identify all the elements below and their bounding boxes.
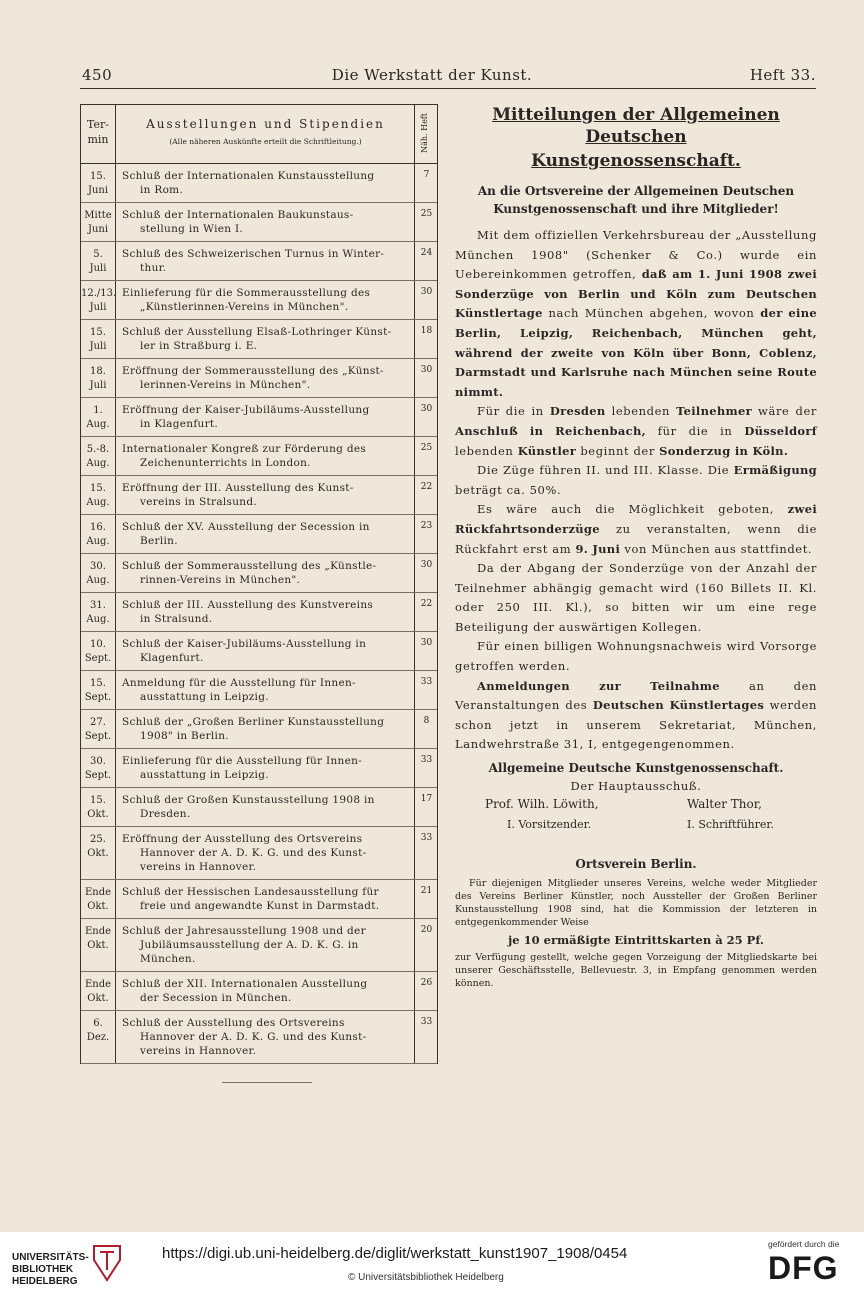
table-row [81, 880, 437, 919]
table-row [81, 242, 437, 281]
table-row [81, 398, 437, 437]
row-entry-line: „Künstlerinnen-Vereins in München". [140, 301, 349, 313]
p1-bold: daß am 1. Juni 1908 zwei Sonderzüge von Berlin und Köln zum Deutschen Künstlertage [455, 267, 817, 321]
row-date: Ende Okt. [81, 919, 116, 971]
paragraph-1 [455, 226, 817, 402]
row-entry-line: Klagenfurt. [140, 652, 204, 664]
row-date: 15. Juli [81, 320, 116, 358]
row-heft: 25 [420, 209, 433, 219]
p2-f: Anschluß in Reichenbach, [455, 423, 646, 438]
paragraph-5: Da der Abgang der Sonderzüge von der Anzahl der Teilnehmer abhängig gemacht wird (160 Billets II. Kl. oder 250 III. Kl.), so bitten wir um eine rege Beteiligung der auswärtigen Kollegen. [455, 561, 817, 634]
p2-i: lebenden [455, 443, 518, 458]
table-row [81, 359, 437, 398]
row-entry-line: Schluß der XV. Ausstellung der Secession in [122, 521, 370, 533]
row-date: 5.-8. Aug. [81, 437, 116, 475]
page-number: 450 [82, 66, 113, 84]
row-heft: 18 [420, 326, 433, 336]
header-heft-cell [416, 105, 437, 163]
row-date: 16. Aug. [81, 515, 116, 553]
row-entry [117, 242, 415, 280]
p4-e: von München aus stattfindet. [620, 541, 813, 556]
p4-b: zwei Rückfahrtsonderzüge [455, 502, 817, 536]
header-rule [80, 88, 816, 89]
signer-1-role: I. Vorsitzender. [507, 818, 592, 832]
issue-number: Heft 33. [749, 66, 816, 84]
row-entry-line: in Klagenfurt. [140, 418, 219, 430]
row-date: 15. Aug. [81, 476, 116, 514]
row-entry-line: rinnen-Vereins in München". [140, 574, 301, 586]
table-row [81, 749, 437, 788]
row-entry [117, 593, 415, 631]
row-date: Ende Okt. [81, 972, 116, 1010]
p2-b: Dresden [549, 404, 606, 419]
row-entry-line: lerinnen-Vereins in München". [140, 379, 311, 391]
p2-a: Für die in [477, 404, 550, 419]
library-line-3: HEIDELBERG [12, 1276, 78, 1287]
p2-j: Künstler [517, 443, 577, 458]
table-row [81, 710, 437, 749]
row-date: 30. Sept. [81, 749, 116, 787]
row-entry [117, 827, 415, 879]
copyright-notice: © Universitätsbibliothek Heidelberg [348, 1272, 504, 1283]
row-entry [117, 919, 415, 971]
row-entry-line: Schluß der Kaiser-Jubiläums-Ausstellung in [122, 638, 367, 650]
paragraph-2 [455, 402, 817, 461]
p7-d: werden schon jetzt in unserem Sekretariat, München, Landwehrstraße 31, I, entgegengenommen. [455, 698, 817, 752]
table-row [81, 972, 437, 1011]
row-entry [117, 437, 415, 475]
header-title: Ausstellungen und Stipendien [146, 117, 385, 131]
row-heft: 7 [423, 170, 430, 180]
header-title-cell [117, 105, 415, 163]
row-entry-line: Eröffnung der Kaiser-Jubiläums-Ausstellung [122, 404, 370, 416]
running-title: Die Werkstatt der Kunst. [331, 66, 533, 84]
signature-organization: Allgemeine Deutsche Kunstgenossenschaft. [488, 761, 784, 776]
row-date: 31. Aug. [81, 593, 116, 631]
row-entry-line: Jubiläumsausstellung der A. D. K. G. in [140, 939, 359, 951]
p4-d: 9. Juni [575, 541, 621, 556]
row-heft: 21 [420, 886, 433, 896]
table-row [81, 281, 437, 320]
row-date: 15. Okt. [81, 788, 116, 826]
row-date: 18. Juli [81, 359, 116, 397]
row-entry [117, 972, 415, 1010]
row-entry-line: Schluß der III. Ausstellung des Kunstvereins [122, 599, 374, 611]
row-entry-line: Schluß des Schweizerischen Turnus in Winter- [122, 248, 385, 260]
signature-block [455, 797, 817, 839]
row-entry-line: Schluß der Ausstellung Elsaß-Lothringer Künst- [122, 326, 392, 338]
row-entry-line: der Secession in München. [140, 992, 292, 1004]
row-date: 15. Juni [81, 164, 116, 202]
row-entry-line: Berlin. [140, 535, 178, 547]
permalink-url[interactable]: https://digi.ub.uni-heidelberg.de/diglit/werkstatt_kunst1907_1908/0454 [162, 1245, 628, 1262]
p7-c: Deutschen Künstlertages [592, 698, 765, 713]
row-entry-line: Eröffnung der III. Ausstellung des Kunst- [122, 482, 354, 494]
table-row [81, 554, 437, 593]
table-row [81, 1011, 437, 1064]
p7-b: an den Veranstaltungen des [455, 678, 817, 713]
header-subtitle: (Alle näheren Auskünfte erteilt die Schriftleitung.) [169, 137, 362, 146]
header-heft: Näh. Heft [420, 113, 429, 153]
row-entry-line: 1908" in Berlin. [140, 730, 229, 742]
viewer-footer [0, 1232, 864, 1293]
row-heft: 25 [420, 443, 433, 453]
row-date: 30. Aug. [81, 554, 116, 592]
row-heft: 30 [420, 638, 433, 648]
row-entry [117, 359, 415, 397]
p2-l: Sonderzug in Köln. [659, 443, 789, 458]
ortsverein-ticket-line: je 10 ermäßigte Eintrittskarten à 25 Pf. [508, 933, 764, 948]
row-heft: 26 [420, 978, 433, 988]
row-date: 10. Sept. [81, 632, 116, 670]
row-entry [117, 320, 415, 358]
row-heft: 30 [420, 287, 433, 297]
table-row [81, 827, 437, 880]
section-heading-2: Kunstgenossenschaft. [531, 151, 741, 171]
row-heft: 33 [420, 1017, 433, 1027]
announcement-column [455, 104, 817, 990]
row-entry-line: ausstattung in Leipzig. [140, 691, 269, 703]
row-date: Ende Okt. [81, 880, 116, 918]
p3-c: beträgt ca. 50%. [455, 482, 562, 497]
header-termin: Ter- min [81, 105, 116, 163]
paragraph-3 [455, 461, 817, 500]
row-entry-line: Hannover der A. D. K. G. und des Kunst- [140, 1031, 367, 1043]
p3-a: Die Züge führen II. und III. Klasse. Die [477, 463, 734, 478]
p1-bold-2: der eine Berlin, Leipzig, Reichenbach, München geht, während der zweite von Köln über Bonn, Coblenz, Darmstadt und Karlsruhe nach München seine Route nimmt. [455, 306, 817, 399]
row-entry-line: Schluß der Jahresausstellung 1908 und der [122, 925, 366, 937]
p2-h: Düsseldorf [744, 423, 818, 438]
p3-b: Ermäßigung [733, 463, 817, 478]
row-entry [117, 632, 415, 670]
row-heft: 20 [420, 925, 433, 935]
signer-1-name: Prof. Wilh. Löwith, [485, 797, 599, 812]
row-entry-line: in Stralsund. [140, 613, 213, 625]
table-row [81, 320, 437, 359]
table-row [81, 632, 437, 671]
table-row [81, 671, 437, 710]
signer-2-name: Walter Thor, [687, 797, 762, 812]
row-entry [117, 554, 415, 592]
table-row [81, 476, 437, 515]
row-entry [117, 710, 415, 748]
row-date: 6. Dez. [81, 1011, 116, 1063]
row-entry-line: in Rom. [140, 184, 184, 196]
row-entry-line: Anmeldung für die Ausstellung für Innen- [122, 677, 356, 689]
row-entry [117, 398, 415, 436]
section-heading: Mitteilungen der Allgemeinen Deutschen [492, 105, 780, 147]
p7-a: Anmeldungen zur Teilnahme [477, 678, 720, 693]
library-line-2: BIBLIOTHEK [12, 1264, 74, 1275]
row-entry [117, 203, 415, 241]
table-row [81, 515, 437, 554]
p1-text: Mit dem offiziellen Verkehrsbureau der „Ausstellung München 1908" (Schenker & Co.) wurde ein Uebereinkommen getroffen, [455, 228, 817, 282]
dfg-logo: DFG [768, 1250, 839, 1286]
table-end-rule [222, 1082, 312, 1083]
row-entry-line: stellung in Wien I. [140, 223, 244, 235]
library-name [12, 1252, 89, 1288]
row-entry-line: Einlieferung für die Sommerausstellung des [122, 287, 371, 299]
paragraph-7 [455, 677, 817, 755]
row-date: 1. Aug. [81, 398, 116, 436]
paragraph-4 [455, 500, 817, 559]
p2-k: beginnt der [576, 443, 660, 458]
row-heft: 17 [420, 794, 433, 804]
row-heft: 33 [420, 677, 433, 687]
row-entry-line: München. [140, 953, 196, 965]
university-logo-icon [90, 1240, 124, 1284]
signer-2-role: I. Schriftführer. [687, 818, 774, 832]
row-entry-line: Schluß der Ausstellung des Ortsvereins [122, 1017, 345, 1029]
row-entry [117, 749, 415, 787]
row-entry-line: vereins in Hannover. [140, 1045, 257, 1057]
row-entry [117, 164, 415, 202]
row-entry-line: Schluß der Großen Kunstausstellung 1908 in [122, 794, 375, 806]
row-entry [117, 788, 415, 826]
row-heft: 30 [420, 404, 433, 414]
row-entry-line: Dresden. [140, 808, 191, 820]
table-body [81, 164, 437, 1064]
exhibition-table [80, 104, 438, 1064]
row-heft: 33 [420, 755, 433, 765]
library-line-1: UNIVERSITÄTS- [12, 1252, 89, 1263]
p2-e: wäre der [751, 404, 817, 419]
table-row [81, 164, 437, 203]
table-header [81, 105, 437, 164]
address-line-2: Kunstgenossenschaft und ihre Mitglieder! [493, 202, 779, 216]
row-entry-line: Internationaler Kongreß zur Förderung des [122, 443, 367, 455]
row-date: 5. Juli [81, 242, 116, 280]
row-entry-line: Schluß der Hessischen Landesausstellung für [122, 886, 379, 898]
row-entry [117, 281, 415, 319]
row-entry [117, 476, 415, 514]
ortsverein-heading: Ortsverein Berlin. [575, 857, 697, 872]
p2-c: lebenden [605, 404, 677, 419]
row-entry-line: Hannover der A. D. K. G. und des Kunst- [140, 847, 367, 859]
row-entry-line: ler in Straßburg i. E. [140, 340, 258, 352]
row-entry-line: Schluß der „Großen Berliner Kunstausstellung [122, 716, 385, 728]
funding-label: gefördert durch die [768, 1239, 840, 1249]
row-date: Mitte Juni [81, 203, 116, 241]
row-entry-line: vereins in Hannover. [140, 861, 257, 873]
row-entry-line: Schluß der Internationalen Baukunstaus- [122, 209, 354, 221]
table-row [81, 788, 437, 827]
table-row [81, 919, 437, 972]
row-entry-line: Eröffnung der Sommerausstellung des „Künst- [122, 365, 384, 377]
row-entry-line: Schluß der Internationalen Kunstausstellung [122, 170, 375, 182]
row-date: 25. Okt. [81, 827, 116, 879]
row-entry-line: Einlieferung für die Ausstellung für Innen- [122, 755, 363, 767]
p2-d: Teilnehmer [676, 404, 752, 419]
row-date: 27. Sept. [81, 710, 116, 748]
row-entry-line: Schluß der XII. Internationalen Ausstellung [122, 978, 368, 990]
table-row [81, 593, 437, 632]
row-heft: 33 [420, 833, 433, 843]
p4-c: zu veranstalten, wenn die Rückfahrt erst am [455, 521, 817, 556]
ortsverein-paragraph-2: zur Verfügung gestellt, welche gegen Vorzeigung der Mitgliedskarte bei unserer Geschäftsstelle, Bellevuestr. 3, in Empfang genommen werden können. [455, 952, 817, 990]
row-entry-line: vereins in Stralsund. [140, 496, 258, 508]
row-entry-line: Eröffnung der Ausstellung des Ortsvereins [122, 833, 363, 845]
row-entry-line: Schluß der Sommerausstellung des „Künstle- [122, 560, 377, 572]
row-date: 15. Sept. [81, 671, 116, 709]
row-entry-line: Zeichenunterrichts in London. [140, 457, 311, 469]
row-entry [117, 880, 415, 918]
table-row [81, 437, 437, 476]
row-date: 12./13. Juli [81, 281, 116, 319]
p4-a: Es wäre auch die Möglichkeit geboten, [477, 502, 788, 517]
signature-body: Der Hauptausschuß. [570, 779, 702, 794]
row-entry [117, 1011, 415, 1063]
row-heft: 30 [420, 365, 433, 375]
row-heft: 23 [420, 521, 433, 531]
address-line-1: An die Ortsvereine der Allgemeinen Deutschen [477, 184, 795, 198]
row-entry [117, 671, 415, 709]
p1-text-2: nach München abgehen, wovon [542, 306, 761, 321]
row-entry-line: freie und angewandte Kunst in Darmstadt. [140, 900, 380, 912]
row-heft: 22 [420, 599, 433, 609]
p2-g: für die in [645, 423, 745, 438]
row-entry-line: thur. [140, 262, 167, 274]
table-row [81, 203, 437, 242]
paragraph-6: Für einen billigen Wohnungsnachweis wird Vorsorge getroffen werden. [455, 639, 817, 674]
row-entry [117, 515, 415, 553]
row-entry-line: ausstattung in Leipzig. [140, 769, 269, 781]
row-heft: 8 [423, 716, 430, 726]
row-heft: 30 [420, 560, 433, 570]
ortsverein-paragraph-1: Für diejenigen Mitglieder unseres Vereins, welche weder Mitglieder des Vereins Berliner Künstler, noch Aussteller der Großen Berliner Kunstausstellung 1908 sind, hat die Kommission der letzteren in entgegenkommender Weise [455, 878, 817, 929]
row-heft: 22 [420, 482, 433, 492]
row-heft: 24 [420, 248, 433, 258]
